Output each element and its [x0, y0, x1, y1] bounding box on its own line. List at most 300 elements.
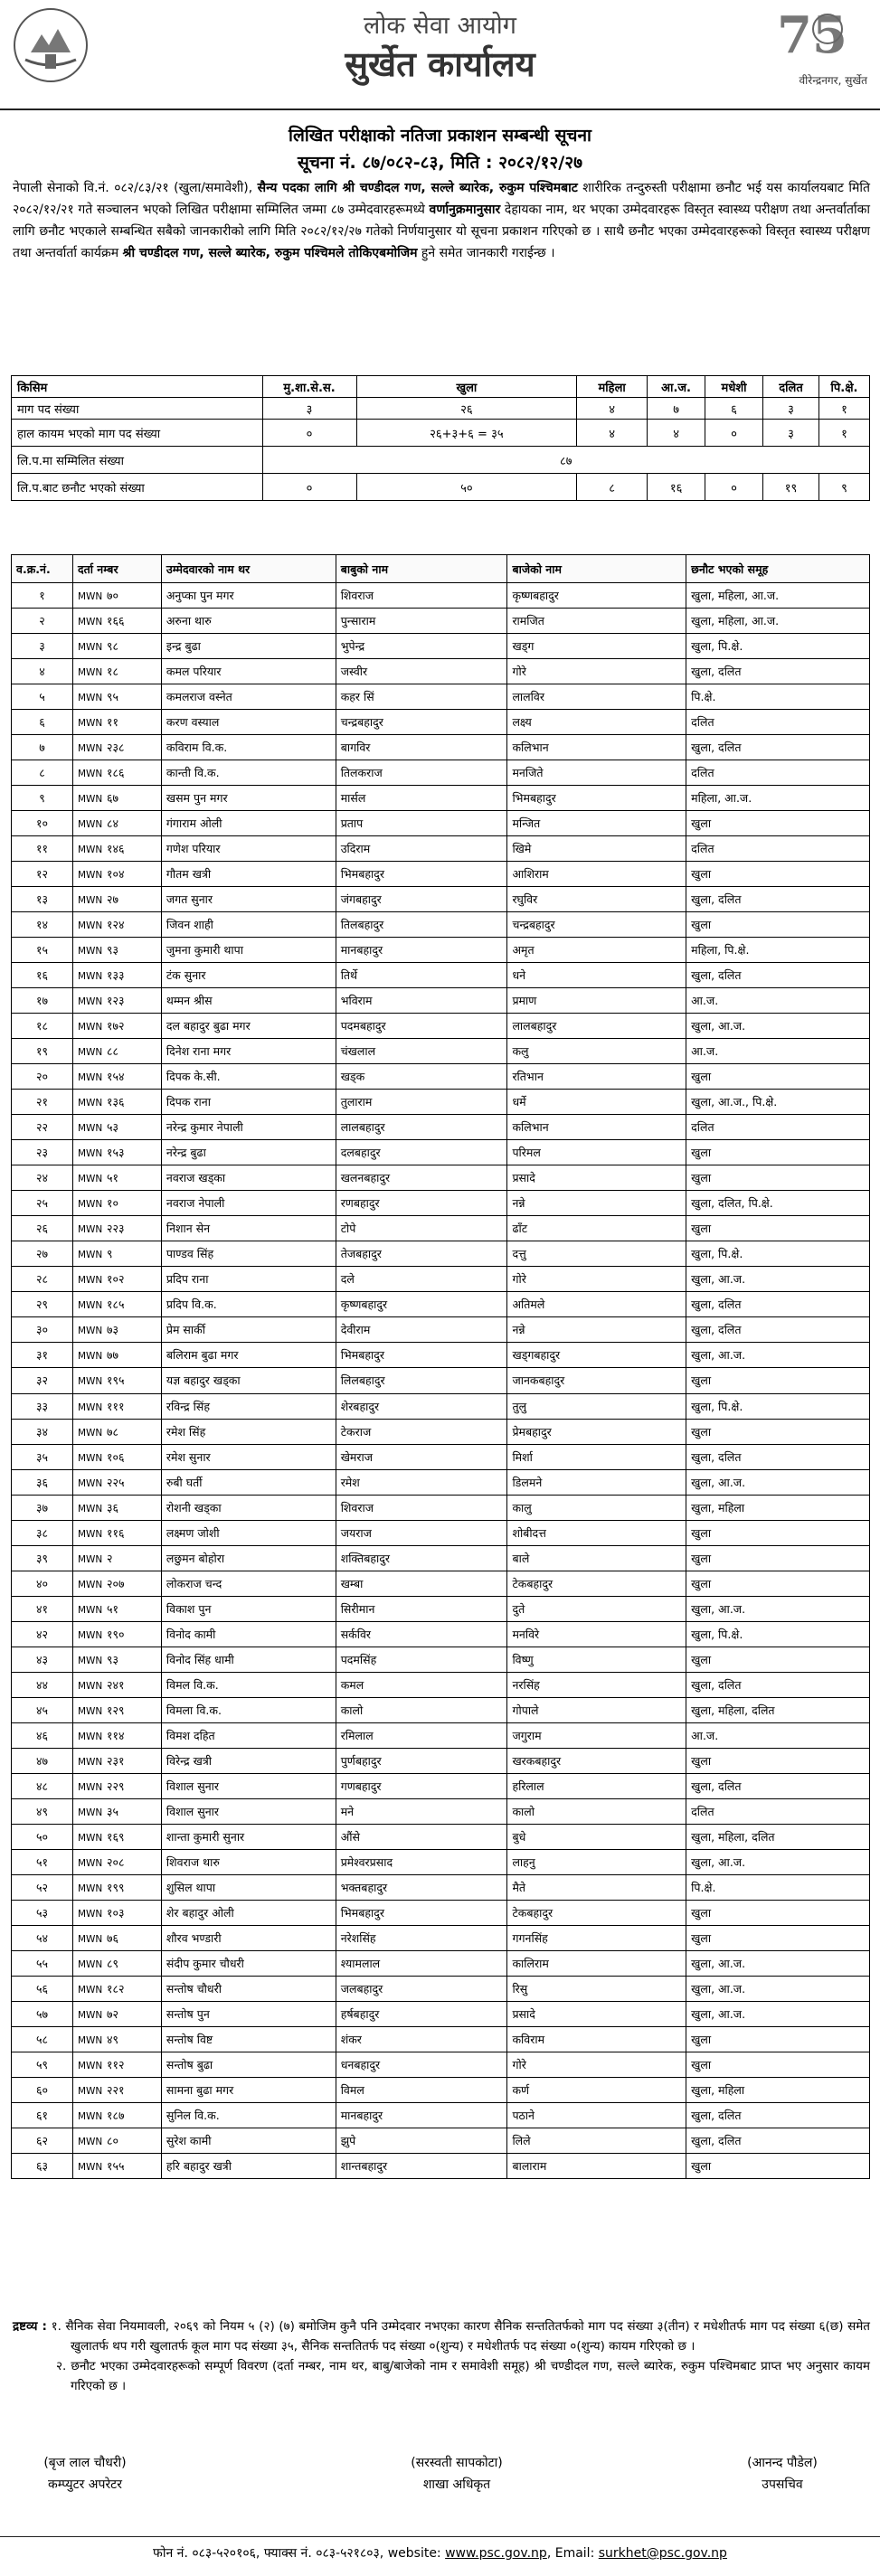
roll-prefix: MWN — [77, 1933, 103, 1945]
table-row — [12, 1039, 870, 1064]
roll-prefix: MWN — [77, 1199, 103, 1211]
table-row — [12, 1014, 870, 1039]
roll-number-cell — [72, 1469, 161, 1495]
quota-cell: ० — [262, 420, 356, 447]
candidate-name-cell: निशान सेन — [161, 1216, 336, 1241]
candidate-name-cell: गौतम खत्री — [161, 862, 336, 887]
grandfather-name-cell: जानकबहादुर — [507, 1368, 686, 1393]
candidate-name-cell: विनोद कामी — [161, 1621, 336, 1647]
roll-number: ७० — [106, 589, 118, 602]
selected-group-cell: खुला, पि.क्षे. — [686, 1241, 870, 1267]
father-name-cell: दलबहादुर — [336, 1140, 507, 1165]
serial-number-cell: ४४ — [12, 1672, 73, 1697]
roll-number-cell — [72, 811, 161, 836]
roll-prefix: MWN — [77, 1452, 103, 1464]
grandfather-name-cell: प्रसादे — [507, 2001, 686, 2026]
quota-cell: २६ — [356, 398, 577, 420]
selected-group-cell: खुला, दलित — [686, 1292, 870, 1317]
roll-number: १८ — [106, 665, 118, 679]
selected-group-cell: खुला, आ.ज. — [686, 2001, 870, 2026]
roll-number: ३५ — [106, 1804, 118, 1818]
father-name-cell: पदमबहादुर — [336, 1014, 507, 1039]
footer-contact: फोन नं. ०८३-५२०१०६, फ्याक्स नं. ०८३-५२१८०३, website: — [153, 2546, 446, 2561]
quota-cell: ८ — [577, 474, 648, 501]
candidate-name-cell: सुनिल वि.क. — [161, 2102, 336, 2128]
roll-number-cell — [72, 1191, 161, 1216]
roll-prefix: MWN — [77, 1326, 103, 1337]
candidate-name-cell: करण वस्याल — [161, 710, 336, 735]
candidate-name-cell: पाण्डव सिंह — [161, 1241, 336, 1267]
header-divider — [0, 109, 880, 110]
serial-number-cell: ३६ — [12, 1469, 73, 1495]
table-row — [12, 1444, 870, 1469]
candidate-name-cell: नरेन्द्र कुमार नेपाली — [161, 1115, 336, 1140]
father-name-cell: चंखलाल — [336, 1039, 507, 1064]
signature-section-officer — [380, 2452, 534, 2496]
serial-number-cell: ४२ — [12, 1621, 73, 1647]
table-row — [12, 1191, 870, 1216]
candidate-name-cell: कान्ती वि.क. — [161, 760, 336, 786]
candidate-name-cell: विरेन्द्र खत्री — [161, 1748, 336, 1773]
grandfather-name-cell: डिलमने — [507, 1469, 686, 1495]
quota-cell: ० — [705, 474, 763, 501]
selected-group-cell: खुला, दलित — [686, 735, 870, 760]
candidate-name-cell: प्रेम सार्की — [161, 1317, 336, 1343]
quota-cell: ४ — [577, 420, 648, 447]
quota-row-participants — [12, 447, 870, 474]
selected-group-cell: खुला — [686, 1216, 870, 1241]
roll-prefix: MWN — [77, 1174, 103, 1185]
roll-number: २२३ — [106, 1222, 125, 1236]
roll-number-cell — [72, 659, 161, 684]
roll-number: ७८ — [106, 1424, 118, 1439]
table-row — [12, 1064, 870, 1090]
roll-number: १०३ — [106, 1905, 125, 1920]
roll-number: २२१ — [106, 2082, 125, 2097]
grandfather-name-cell: गोपाले — [507, 1697, 686, 1722]
father-name-cell: कृष्णबहादुर — [336, 1292, 507, 1317]
roll-number: १२९ — [106, 1703, 125, 1717]
grandfather-name-cell: लक्ष्य — [507, 710, 686, 735]
candidate-name-cell: सन्तोष बुढा — [161, 2052, 336, 2077]
roll-number-cell — [72, 1748, 161, 1773]
grandfather-name-cell: रतिभान — [507, 1064, 686, 1090]
father-name-cell: मने — [336, 1798, 507, 1824]
roll-number: ७२ — [106, 2006, 118, 2021]
father-name-cell: बागविर — [336, 735, 507, 760]
svg-text:75: 75 — [777, 5, 847, 65]
table-row — [12, 1925, 870, 1950]
table-row — [12, 1216, 870, 1241]
selected-group-cell: खुला — [686, 1545, 870, 1571]
father-name-cell: प्रमेश्वरप्रसाद — [336, 1849, 507, 1874]
email-link[interactable]: surkhet@psc.gov.np — [598, 2546, 727, 2561]
selected-group-cell: खुला — [686, 1165, 870, 1191]
roll-number-cell — [72, 1165, 161, 1191]
candidate-name-cell: रोशनी खड्का — [161, 1495, 336, 1520]
roll-number: ३६ — [106, 1500, 118, 1514]
intro-text: शारीरिक तन्दुरुस्ती परीक्षामा छनौट भई यस कार्यालयबाट मिति २०८२/१२/२१ गते सञ्चालन भएको लिखित परीक्षामा सम्मिलित जम्मा ८७ उम्मेदवारहरूमध्ये — [13, 181, 870, 217]
selected-group-cell: खुला — [686, 1419, 870, 1444]
candidate-name-cell: विमल वि.क. — [161, 1672, 336, 1697]
table-row — [12, 2128, 870, 2153]
father-name-cell: जस्वीर — [336, 659, 507, 684]
quota-cell: ३ — [262, 398, 356, 420]
grandfather-name-cell: हरिलाल — [507, 1773, 686, 1798]
roll-number-cell — [72, 862, 161, 887]
grandfather-name-cell: टेकबहादुर — [507, 1571, 686, 1596]
father-name-cell: शंकर — [336, 2026, 507, 2052]
candidate-name-cell: बलिराम बुढा मगर — [161, 1343, 336, 1368]
grandfather-name-cell: परिमल — [507, 1140, 686, 1165]
roll-number-cell — [72, 1241, 161, 1267]
roll-number-cell — [72, 786, 161, 811]
logo-caption: वीरेन्द्रनगर, सुर्खेत — [799, 74, 867, 87]
grandfather-name-cell: कविराम — [507, 2026, 686, 2052]
roll-prefix: MWN — [77, 1705, 103, 1717]
candidate-name-cell: कमल परियार — [161, 659, 336, 684]
roll-number: ४९ — [106, 2032, 118, 2046]
roll-prefix: MWN — [77, 1098, 103, 1109]
page-footer — [0, 2544, 880, 2562]
quota-cell: २६+३+६ = ३५ — [356, 420, 577, 447]
candidate-name-cell: सन्तोष पुन — [161, 2001, 336, 2026]
quota-cell: ६ — [705, 398, 763, 420]
candidate-header: उम्मेदवारको नाम थर — [161, 555, 336, 583]
candidate-name-cell: लछुमन बोहोरा — [161, 1545, 336, 1571]
signature-under-secretary — [705, 2452, 859, 2496]
selected-group-cell: खुला, महिला — [686, 1495, 870, 1520]
table-row — [12, 1900, 870, 1925]
roll-prefix: MWN — [77, 1553, 103, 1565]
quota-header: किसिम — [12, 376, 263, 398]
selected-group-cell: खुला — [686, 2052, 870, 2077]
table-row — [12, 1672, 870, 1697]
candidate-name-cell: विनोद सिंह धामी — [161, 1647, 336, 1672]
grandfather-name-cell: कालिराम — [507, 1950, 686, 1976]
roll-number: ५३ — [106, 1120, 118, 1135]
grandfather-name-cell: मनविरे — [507, 1621, 686, 1647]
roll-prefix: MWN — [77, 718, 103, 730]
serial-number-cell: १८ — [12, 1014, 73, 1039]
candidate-name-cell: रमेश सिंह — [161, 1419, 336, 1444]
roll-number-cell — [72, 1014, 161, 1039]
roll-number: १०६ — [106, 1449, 125, 1464]
selected-group-cell: खुला, महिला, दलित — [686, 1824, 870, 1849]
signatory-title: शाखा अधिकृत — [422, 2477, 491, 2492]
notes-section — [13, 2317, 870, 2396]
roll-prefix: MWN — [77, 895, 103, 907]
roll-number-cell — [72, 2077, 161, 2102]
serial-number-cell: ११ — [12, 836, 73, 862]
serial-number-cell: ५४ — [12, 1925, 73, 1950]
selected-group-cell: खुला, पि.क्षे. — [686, 1621, 870, 1647]
footer-divider — [0, 2536, 880, 2537]
roll-number-cell — [72, 2052, 161, 2077]
candidate-name-cell: शेर बहादुर ओली — [161, 1900, 336, 1925]
selected-group-cell: खुला, दलित — [686, 1444, 870, 1469]
grandfather-name-cell: प्रसादे — [507, 1165, 686, 1191]
father-name-cell: तुलाराम — [336, 1090, 507, 1115]
serial-number-cell: १२ — [12, 862, 73, 887]
serial-number-cell: २७ — [12, 1241, 73, 1267]
candidate-name-cell: शान्ता कुमारी सुनार — [161, 1824, 336, 1849]
selected-group-cell: खुला — [686, 1520, 870, 1545]
selected-group-cell: आ.ज. — [686, 988, 870, 1014]
grandfather-name-cell: गगनसिंह — [507, 1925, 686, 1950]
quota-header: मधेशी — [705, 376, 763, 398]
candidate-name-cell: सन्तोष विष्ट — [161, 2026, 336, 2052]
candidate-name-cell: जुमना कुमारी थापा — [161, 938, 336, 963]
grandfather-name-cell: गोरे — [507, 659, 686, 684]
father-name-cell: तेजबहादुर — [336, 1241, 507, 1267]
roll-prefix: MWN — [77, 1148, 103, 1160]
grandfather-name-cell: शोबीदत्त — [507, 1520, 686, 1545]
table-row — [12, 1165, 870, 1191]
grandfather-name-cell: दत्तु — [507, 1241, 686, 1267]
roll-number: १७२ — [106, 1019, 125, 1033]
candidate-name-cell: जगत सुनार — [161, 887, 336, 912]
intro-bold-order: वर्णानुक्रमानुसार — [429, 203, 501, 217]
roll-number: १५५ — [106, 2158, 125, 2173]
serial-number-cell: २२ — [12, 1115, 73, 1140]
father-name-cell: भिमबहादुर — [336, 1343, 507, 1368]
roll-prefix: MWN — [77, 1857, 103, 1869]
serial-number-cell: २५ — [12, 1191, 73, 1216]
website-link[interactable]: www.psc.gov.np — [445, 2546, 547, 2561]
grandfather-name-cell: आशिराम — [507, 862, 686, 887]
table-row — [12, 1824, 870, 1849]
roll-prefix: MWN — [77, 971, 103, 983]
roll-number: १६९ — [106, 1829, 125, 1844]
father-name-cell: रमेश — [336, 1469, 507, 1495]
roll-number-cell — [72, 2026, 161, 2052]
candidate-table — [11, 554, 870, 2179]
selected-group-cell: आ.ज. — [686, 1722, 870, 1748]
roll-prefix: MWN — [77, 1072, 103, 1084]
roll-prefix: MWN — [77, 996, 103, 1008]
roll-number-cell — [72, 1874, 161, 1900]
candidate-header: छनौट भएको समूह — [686, 555, 870, 583]
selected-group-cell: आ.ज. — [686, 1039, 870, 1064]
roll-number: ५१ — [106, 1171, 118, 1185]
intro-text: नेपाली सेनाको वि.नं. ०८२/८३/२१ (खुला/समावेशी), — [13, 181, 258, 195]
father-name-cell: भुपेन्द्र — [336, 634, 507, 659]
table-row — [12, 988, 870, 1014]
roll-number-cell — [72, 1545, 161, 1571]
table-row — [12, 1140, 870, 1165]
selected-group-cell: खुला, आ.ज. — [686, 1014, 870, 1039]
roll-prefix: MWN — [77, 2136, 103, 2147]
roll-prefix: MWN — [77, 1908, 103, 1920]
roll-number-cell — [72, 1925, 161, 1950]
footer-email-label: , Email: — [546, 2546, 599, 2561]
roll-number-cell — [72, 1647, 161, 1672]
quota-header: पि.क्षे. — [818, 376, 869, 398]
table-row — [12, 1241, 870, 1267]
roll-prefix: MWN — [77, 2034, 103, 2046]
roll-prefix: MWN — [77, 1123, 103, 1135]
candidate-name-cell: दिपक के.सी. — [161, 1064, 336, 1090]
roll-prefix: MWN — [77, 1958, 103, 1970]
roll-number: १८५ — [106, 1297, 125, 1312]
father-name-cell: मानबहादुर — [336, 938, 507, 963]
roll-number: ७६ — [106, 1930, 118, 1945]
grandfather-name-cell: नन्ने — [507, 1191, 686, 1216]
roll-number-cell — [72, 1621, 161, 1647]
father-name-cell: भिमबहादुर — [336, 862, 507, 887]
quota-header: महिला — [577, 376, 648, 398]
roll-prefix: MWN — [77, 1807, 103, 1818]
table-row — [12, 1317, 870, 1343]
candidate-name-cell: रमेश सुनार — [161, 1444, 336, 1469]
roll-prefix: MWN — [77, 1427, 103, 1439]
quota-header: मु.शा.से.स. — [262, 376, 356, 398]
roll-number: १११ — [106, 1399, 125, 1413]
quota-header-row — [12, 376, 870, 398]
quota-row-selected — [12, 474, 870, 501]
serial-number-cell: ४६ — [12, 1722, 73, 1748]
roll-number: ९५ — [106, 690, 118, 704]
serial-number-cell: ३७ — [12, 1495, 73, 1520]
grandfather-name-cell: धर्मे — [507, 1090, 686, 1115]
candidate-name-cell: कविराम वि.क. — [161, 735, 336, 760]
selected-group-cell: खुला, दलित, पि.क्षे. — [686, 1191, 870, 1216]
serial-number-cell: ५३ — [12, 1900, 73, 1925]
selected-group-cell: दलित — [686, 1115, 870, 1140]
table-row — [12, 1647, 870, 1672]
candidate-name-cell: प्रदिप राना — [161, 1267, 336, 1292]
candidate-header: व.क्र.नं. — [12, 555, 73, 583]
selected-group-cell: खुला, दलित — [686, 887, 870, 912]
roll-number-cell — [72, 1900, 161, 1925]
quota-cell: ४ — [648, 420, 705, 447]
serial-number-cell: ३५ — [12, 1444, 73, 1469]
candidate-header: बाजेको नाम — [507, 555, 686, 583]
note-2: २. छनौट भएका उम्मेदवारहरूको सम्पूर्ण विवरण (दर्ता नम्बर, नाम थर, बाबु/बाजेको नाम र समावेशी समूह) श्री चण्डीदल गण, सल्ले ब्यारेक, रुकुम पश्चिमबाट प्राप्त भए अनुसार कायम गरिएको छ । — [56, 2359, 870, 2393]
roll-number-cell — [72, 1520, 161, 1545]
roll-prefix: MWN — [77, 1047, 103, 1059]
notice-title: लिखित परीक्षाको नतिजा प्रकाशन सम्बन्धी सूचना — [289, 126, 591, 146]
father-name-cell: गणबहादुर — [336, 1773, 507, 1798]
roll-prefix: MWN — [77, 1300, 103, 1312]
grandfather-name-cell: कालो — [507, 1798, 686, 1824]
roll-number: २०७ — [106, 1576, 125, 1590]
roll-prefix: MWN — [77, 1680, 103, 1692]
roll-number: २३८ — [106, 741, 125, 755]
serial-number-cell: २० — [12, 1064, 73, 1090]
grandfather-name-cell: खड्ग — [507, 634, 686, 659]
roll-number-cell — [72, 1596, 161, 1621]
candidate-name-cell: जिवन शाही — [161, 912, 336, 938]
candidate-name-cell: सन्तोष चौधरी — [161, 1976, 336, 2001]
selected-group-cell: खुला — [686, 811, 870, 836]
grandfather-name-cell: धने — [507, 963, 686, 988]
candidate-name-cell: दिपक राना — [161, 1090, 336, 1115]
father-name-cell: सिरीमान — [336, 1596, 507, 1621]
roll-number-cell — [72, 1697, 161, 1722]
table-row — [12, 2052, 870, 2077]
roll-prefix: MWN — [77, 1984, 103, 1996]
father-name-cell: रमिलाल — [336, 1722, 507, 1748]
roll-number-cell — [72, 1090, 161, 1115]
serial-number-cell: २३ — [12, 1140, 73, 1165]
roll-prefix: MWN — [77, 1604, 103, 1616]
roll-number: १० — [106, 1196, 118, 1211]
candidate-name-cell: लोकराज चन्द — [161, 1571, 336, 1596]
roll-number-cell — [72, 760, 161, 786]
roll-number: १५४ — [106, 1070, 125, 1084]
serial-number-cell: ४८ — [12, 1773, 73, 1798]
selected-group-cell: खुला, दलित — [686, 659, 870, 684]
roll-prefix: MWN — [77, 1022, 103, 1033]
selected-group-cell: खुला — [686, 1368, 870, 1393]
table-row — [12, 1469, 870, 1495]
grandfather-name-cell: बुधे — [507, 1824, 686, 1849]
father-name-cell: खम्बा — [336, 1571, 507, 1596]
grandfather-name-cell: खिमे — [507, 836, 686, 862]
serial-number-cell: ३४ — [12, 1419, 73, 1444]
selected-group-cell: दलित — [686, 760, 870, 786]
serial-number-cell: ६० — [12, 2077, 73, 2102]
father-name-cell: शान्तबहादुर — [336, 2153, 507, 2178]
selected-group-cell: खुला — [686, 912, 870, 938]
table-row — [12, 912, 870, 938]
roll-number-cell — [72, 2102, 161, 2128]
serial-number-cell: ३९ — [12, 1545, 73, 1571]
father-name-cell: चन्द्रबहादुर — [336, 710, 507, 735]
roll-prefix: MWN — [77, 2110, 103, 2122]
father-name-cell: लिलबहादुर — [336, 1368, 507, 1393]
roll-prefix: MWN — [77, 1351, 103, 1363]
grandfather-name-cell: दुते — [507, 1596, 686, 1621]
roll-number-cell — [72, 1672, 161, 1697]
roll-prefix: MWN — [77, 667, 103, 679]
serial-number-cell: ८ — [12, 760, 73, 786]
roll-number-cell — [72, 1343, 161, 1368]
roll-number: १२३ — [106, 994, 125, 1008]
quota-cell: १ — [818, 420, 869, 447]
roll-number-cell — [72, 988, 161, 1014]
candidate-header-row — [12, 555, 870, 583]
father-name-cell: रणबहादुर — [336, 1191, 507, 1216]
quota-cell: ७ — [648, 398, 705, 420]
roll-number-cell — [72, 1571, 161, 1596]
selected-group-cell: खुला — [686, 1064, 870, 1090]
serial-number-cell: २९ — [12, 1292, 73, 1317]
notice-intro-paragraph — [13, 177, 870, 264]
roll-prefix: MWN — [77, 1731, 103, 1742]
candidate-name-cell: विशाल सुनार — [161, 1773, 336, 1798]
quota-cell: ० — [262, 474, 356, 501]
table-row — [12, 1368, 870, 1393]
roll-prefix: MWN — [77, 1629, 103, 1641]
father-name-cell: उदिराम — [336, 836, 507, 862]
selected-group-cell: खुला — [686, 1571, 870, 1596]
roll-number: १८७ — [106, 2108, 125, 2122]
roll-prefix: MWN — [77, 920, 103, 932]
serial-number-cell: ६२ — [12, 2128, 73, 2153]
selected-group-cell: दलित — [686, 836, 870, 862]
table-row — [12, 684, 870, 710]
roll-number: ८४ — [106, 816, 118, 831]
roll-number-cell — [72, 1393, 161, 1419]
candidate-name-cell: शुसिल थापा — [161, 1874, 336, 1900]
candidate-table-body — [12, 583, 870, 2179]
roll-number: ९ — [106, 1247, 113, 1261]
roll-number-cell — [72, 938, 161, 963]
roll-number: ११४ — [106, 1728, 125, 1742]
